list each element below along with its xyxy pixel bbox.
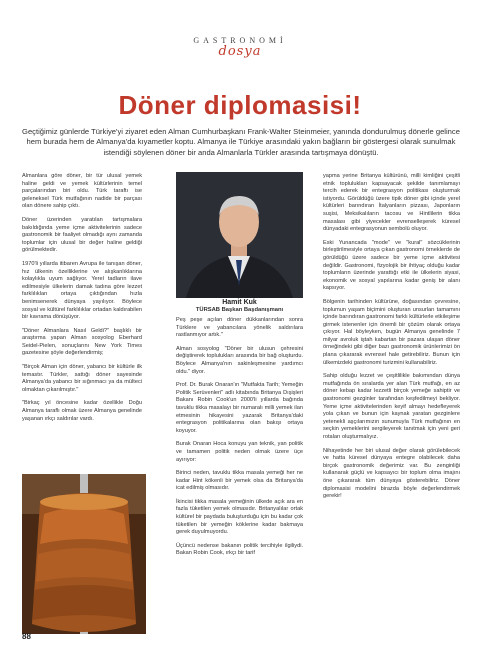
person-portrait [176,172,303,298]
paragraph: Alman sosyolog "Döner bir ulusun çehresini değiştirerek toplulukları arasında bir bağ oluşturdu. Böylece Almanya'nın sakinleşmesine yardımcı oldu." diyor. [176,345,303,375]
paragraph: "Döner Almanlara Nasıl Geldi?" başlıklı bir araştırma yapan Alman sosyolog Eberhard Seidel-Pielen, sonuçlarını New York Times gazetesine şöyle değerlendirmiş; [22,327,142,357]
photo-caption [176,298,303,314]
article-column-3 [323,173,460,507]
paragraph: "Birkaç yıl öncesine kadar özellikle Doğu Almanya taraflı olmak üzere Almanya genelinde yaşanan ırkçı saldırılar vardı. [22,400,142,422]
paragraph: Sahip olduğu lezzet ve çeşitlilikle bakımından dünya mutfağında ön sıralarda yer alan Türk mutfağı, en az döner kebap kadar lezzetli birçok yemeğe sahiptir ve gastronomi gezginler tarafından keşfedilmeyi bekliyor. Yeme içme aktivitelerinden keyif almayı hedefleyerek yola çıkan ve bunun için kaynak yaratan gezginlere yetenekli aşçılarımızın sunumuyla Türk mutfağının en seçkin yemeklerini sergileyerek tanıtmak için yeni geri rotaları oluşturmalıyız. [323,373,460,440]
paragraph: yapma yerine Britanya kültürünü, milli kimliğini çeşitli etnik toplulukları kapsayacak şekilde tanımlamayı tercih ederek bir entegrasyon politikası oluşturmak istiyordu. Görüldüğü üzere tipik döner gibi içinde yerel kültürleri barındıran İtalyanların pizzası, Japonların suşisi, Meksikalıların tacosu ve Hintlilerin tikka masalası gibi yiyecekler evrenselleşerek küresel dünyadaki entegrasyonun sembolü oluyor. [323,173,460,233]
portrait-photo [176,172,303,298]
paragraph: Burak Onaran Hoca konuyu yan teknik, yan politik ve tamamen politik neden olmak üzere üçe ayırıyor: [176,441,303,463]
caption-role: TÜRSAB Başkan Başdanışmanı [195,307,284,313]
paragraph: İkincisi tikka masala yemeğinin ülkede açık ara en fazla tüketilen yemek olmasıdır. Britanyalılar ortak kültürel bir paydada buluşturduğu için bu kadar çok tüketilen bir yemeğin köklerine kadar bakmaya gerek duyulmuyordu. [176,498,303,536]
subsection-label: dosya [218,44,262,59]
paragraph: Birinci neden, tavuklu tikka masala yemeği her ne kadar Hint kökenli bir yemek olsa da Britanya'da icat edilmiş olmasıdır. [176,470,303,492]
article-column-1 [22,173,142,429]
article-column-2 [176,317,303,564]
paragraph: Bölgenin tarihinden kültürüne, doğasından çevresine, toplumun yaşam biçimini oluşturan unsurları tamamını içinde barındıran gastronomi farklı kültürlerle etkileşime girmek istenenler için önemli bir çözüm olarak ortaya çıkıyor. Hal böyleyken, bugün Almanya genelinde 7 milyar avroluk iştah kabartan bir pazara ulaşan döner örneğindeki gibi diğer bazı gastronomik ürünlerimizi ön plana çıkararak evrensel hale getirebiliriz. Bunun için ülkemizdeki gastronomi turizmini kullanabiliriz. [323,298,460,366]
paragraph: Nihayetinde her biri ulusal değer olarak görülebilecek ve hatta küresel dünyaya entegre olabilecek daha birçok gastronomik değerimiz var. Bu zenginliği kullanarak güçlü ve kapsayıcı bir toplum olma imajını öne çıkararak tüm dünyaya gösterebiliriz. Döner diplomasisi modelini birazda böyle değerlendirmek gerekir! [323,447,460,500]
article-lead: Geçtiğimiz günlerde Türkiye'yi ziyaret eden Alman Cumhurbaşkanı Frank-Walter Steinmeier, yanında dondurulmuş dönerle gelince hem burada hem de Almanya'da kıyametler koptu. Almanya ile Türkiye arasındaki yakın bağların bir göstergesi olarak sunulmak istendiği söylenen döner bir anda Almanlarla Türkler arasında tartışmaya dönüştü. [22,127,460,157]
paragraph: 1970'li yıllarda itibaren Avrupa ile tanışan döner, hız ülkenin özelliklerine ve alışkanlıklarına kolaylıkla uyum sağlıyor. Yerel tadların ilave edilmesiyle ülkelerin damak tadına göre lezzet farklılıkları ortaya çıktığından hızla benimsenerek dünyaya yayılıyor. Böylece sosyal ve kültürel farklılıklar ortadan kaldırabilen bir kavrama dönüşüyor. [22,260,142,321]
paragraph: Almanlara göre döner, bir tür ulusal yemek haline geldi ve yemek kültürlerinin temel parçalarından biri oldu. Türk taraftı ise geleneksel Türk mutfağının nadide bir parçası olan dönere sahip çıktı. [22,173,142,210]
paragraph: Peş peşe açılan döner dükkanlarından sonra Türklere ve yabancılara yönelik saldırılara rastlanmıyor artık." [176,317,303,339]
paragraph: "Birçok Alman için döner, yabancı bir kültürle ilk temastır. Türkler, sattığı döner sayesinde Almanya'da yabancı bir sığınmacı ya da mülteci olmaktan çıkarılmıştır." [22,364,142,393]
paragraph: Prof. Dr. Burak Onaran'ın "Mutfakta Tarih; Yemeğin Politik Serüvenleri" adlı kitabında Britanya Dışişleri Bakanı Robin Cook'un 2000'li yıllarda bağında tavuklu tikka masalayı bir numaralı milli yemek ilan etmesinin hikayesini yazarak Britanya'daki entegrasyon politikalarına olan bakışı ortaya koyuyor. [176,382,303,434]
page-number: 88 [22,632,31,641]
paragraph: Eski Yunancada "mode" ve "kural" sözcüklerinin birleştirilmesiyle ortaya çıkan gastronomi örneklerde de görüldüğü üzere sadece bir yeme içme aktivitesi değildir. Gastronomi, fizyolojik bir ihtiyaç olduğu kadar toplumların üzerinde yarattığı etki ile ülkelerin siyasi, ekonomik ve sosyal yapılarına kadar geniş bir alanı kapsıyor. [323,239,460,292]
doner-illustration [22,474,146,634]
section-label: GASTRONOMİ [193,36,287,45]
paragraph: Döner üzerinden yaratılan tartışmalara bakıldığında yeme içme aktivitelerinin sadece gastronomik bir faaliyet olmadığı aynı zamanda toplumlar için ulusal bir değer haline geldiği görülmektedir. [22,216,142,254]
doner-photo [22,474,146,634]
paragraph: Üçüncü nedense bakanın politik tercihiyle ilgiliydi. Bakan Robin Cook, ırkçı bir tarif [176,542,303,557]
caption-name: Hamit Kuk [222,299,257,306]
article-title: Döner diplomasisi! [118,90,362,120]
